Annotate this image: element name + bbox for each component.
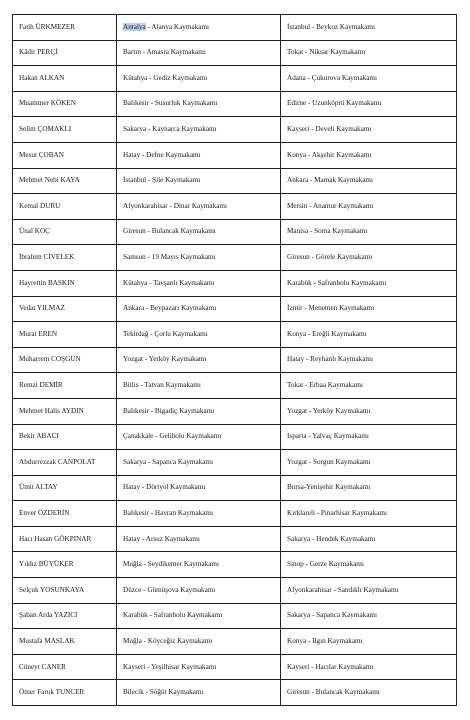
current-post-cell: Hatay - Defne Kaymakamı — [117, 142, 281, 168]
current-post-cell: Kütahya - Gediz Kaymakamı — [117, 66, 281, 92]
table-row — [13, 450, 457, 476]
person-name-cell: Kemal DURU — [13, 194, 117, 220]
new-post-cell: Karabük - Safranbolu Kaymakamı — [281, 270, 457, 296]
person-name-cell: Vedat YILMAZ — [13, 296, 117, 322]
table-row — [13, 40, 457, 66]
person-name-cell: Hayrettin BASKIN — [13, 270, 117, 296]
new-post-cell: Kayseri - Hacılar Kaymakamı — [281, 654, 457, 680]
current-post-cell: Sakarya - Kaynarca Kaymakamı — [117, 117, 281, 143]
current-post-cell: Giresun - Bulancak Kaymakamı — [117, 219, 281, 245]
current-post-cell: Bilecik - Söğüt Kaymakamı — [117, 680, 281, 706]
new-post-cell: Isparta - Yalvaç Kaymakamı — [281, 424, 457, 450]
new-post-cell: Sinop - Gerze Kaymakamı — [281, 552, 457, 578]
person-name-cell: Mesut ÇOBAN — [13, 142, 117, 168]
new-post-cell: Kırklareli - Pınarhisar Kaymakamı — [281, 501, 457, 527]
table-row — [13, 629, 457, 655]
new-post-cell: Sakarya - Sapanca Kaymakamı — [281, 603, 457, 629]
current-post-cell: Ankara - Beypazarı Kaymakamı — [117, 296, 281, 322]
person-name-cell: Şaban Arda YAZICI — [13, 603, 117, 629]
person-name-cell: Selçuk YOSUNKAYA — [13, 578, 117, 604]
new-post-cell: Giresun - Görele Kaymakamı — [281, 245, 457, 271]
table-row — [13, 142, 457, 168]
table-row — [13, 398, 457, 424]
current-post-cell: Balıkesir - Havran Kaymakamı — [117, 501, 281, 527]
current-post-cell: Tekirdağ - Çorlu Kaymakamı — [117, 322, 281, 348]
person-name-cell: Remzi DEMİR — [13, 373, 117, 399]
table-row — [13, 578, 457, 604]
table-row — [13, 552, 457, 578]
table-body — [13, 15, 457, 706]
table-row — [13, 680, 457, 706]
current-post-cell: Düzce - Gümüşova Kaymakamı — [117, 578, 281, 604]
table-row — [13, 117, 457, 143]
table-row — [13, 219, 457, 245]
new-post-cell: Kayseri - Develi Kaymakamı — [281, 117, 457, 143]
table-row — [13, 322, 457, 348]
new-post-cell: İzmir - Menemen Kaymakamı — [281, 296, 457, 322]
person-name-cell: Mehmet Halis AYDIN — [13, 398, 117, 424]
new-post-cell: Konya - Ereğli Kaymakamı — [281, 322, 457, 348]
current-post-cell: Balıkesir - Susurluk Kaymakamı — [117, 91, 281, 117]
new-post-cell: Edirne - Uzunköprü Kaymakamı — [281, 91, 457, 117]
current-post-cell: Çanakkale - Gelibolu Kaymakamı — [117, 424, 281, 450]
new-post-cell: Konya - Akşehir Kaymakamı — [281, 142, 457, 168]
person-name-cell: Ümit ALTAY — [13, 475, 117, 501]
table-row — [13, 66, 457, 92]
new-post-cell: Yozgat - Yerköy Kaymakamı — [281, 398, 457, 424]
new-post-cell: Giresun - Bulancak Kaymakamı — [281, 680, 457, 706]
new-post-cell: Afyonkarahisar - Sandıklı Kaymakamı — [281, 578, 457, 604]
current-post-cell: Yozgat - Yerköy Kaymakamı — [117, 347, 281, 373]
new-post-cell: Konya - Ilgın Kaymakamı — [281, 629, 457, 655]
table-row — [13, 475, 457, 501]
person-name-cell: Hacı Hasan GÖKPINAR — [13, 526, 117, 552]
person-name-cell: Fatih ÜRKMEZER — [13, 15, 117, 41]
new-post-cell: Tokat - Niksar Kaymakamı — [281, 40, 457, 66]
person-name-cell: Bekir ABACI — [13, 424, 117, 450]
current-post-cell: Hatay - Arsuz Kaymakamı — [117, 526, 281, 552]
new-post-cell: Adana - Çukurova Kaymakamı — [281, 66, 457, 92]
person-name-cell: Muammer KÖKEN — [13, 91, 117, 117]
person-name-cell: Murat EREN — [13, 322, 117, 348]
person-name-cell: Mehmet Nebi KAYA — [13, 168, 117, 194]
new-post-cell: Manisa - Soma Kaymakamı — [281, 219, 457, 245]
current-post-cell: Afyonkarahisar - Dinar Kaymakamı — [117, 194, 281, 220]
person-name-cell: Ömer Faruk TUNCER — [13, 680, 117, 706]
current-post-cell: İstanbul - Şile Kaymakamı — [117, 168, 281, 194]
person-name-cell: Cüneyt CANER — [13, 654, 117, 680]
person-name-cell: Selim ÇOMAKLI — [13, 117, 117, 143]
person-name-cell: Hakan ALKAN — [13, 66, 117, 92]
person-name-cell: Yıldız BÜYÜKER — [13, 552, 117, 578]
current-post-cell: Kütahya - Tavşanlı Kaymakamı — [117, 270, 281, 296]
current-post-cell: Bartın - Amasra Kaymakamı — [117, 40, 281, 66]
appointment-table — [12, 14, 457, 706]
table-row — [13, 501, 457, 527]
person-name-cell: Enver ÖZDERİN — [13, 501, 117, 527]
table-row — [13, 526, 457, 552]
person-name-cell: Muharrem COŞGUN — [13, 347, 117, 373]
new-post-cell: İstanbul - Beykoz Kaymakamı — [281, 15, 457, 41]
new-post-cell: Hatay - Reyhanlı Kaymakamı — [281, 347, 457, 373]
current-post-cell: Samsun - 19 Mayıs Kaymakamı — [117, 245, 281, 271]
current-post-cell: Sakarya - Sapanca Kaymakamı — [117, 450, 281, 476]
new-post-cell: Sakarya - Hendek Kaymakamı — [281, 526, 457, 552]
table-row — [13, 296, 457, 322]
table-row — [13, 15, 457, 41]
table-row — [13, 373, 457, 399]
new-post-cell: Yozgat - Sorgun Kaymakamı — [281, 450, 457, 476]
new-post-cell: Mersin - Anamur Kaymakamı — [281, 194, 457, 220]
current-post-cell: Karabük - Safranbolu Kaymakamı — [117, 603, 281, 629]
table-row — [13, 91, 457, 117]
table-row — [13, 424, 457, 450]
current-post-text: - Alanya Kaymakamı — [145, 22, 210, 31]
current-post-cell — [117, 15, 281, 41]
new-post-cell: Tokat - Erbaa Kaymakamı — [281, 373, 457, 399]
table-row — [13, 245, 457, 271]
person-name-cell: İbrahim CİVELEK — [13, 245, 117, 271]
new-post-cell: Ankara - Mamak Kaymakamı — [281, 168, 457, 194]
table-row — [13, 603, 457, 629]
text-selection-highlight[interactable]: Antalya — [123, 22, 146, 31]
current-post-cell: Balıkesir - Bigadiç Kaymakamı — [117, 398, 281, 424]
person-name-cell: Mustafa MASLAK — [13, 629, 117, 655]
current-post-cell: Hatay - Dörtyol Kaymakamı — [117, 475, 281, 501]
current-post-cell: Muğla - Köyceğiz Kaymakamı — [117, 629, 281, 655]
current-post-cell: Kayseri - Yeşilhisar Kaymakamı — [117, 654, 281, 680]
table-row — [13, 654, 457, 680]
table-row — [13, 347, 457, 373]
person-name-cell: Abdurrezzak CANPOLAT — [13, 450, 117, 476]
table-row — [13, 194, 457, 220]
current-post-cell: Bitlis - Tatvan Kaymakamı — [117, 373, 281, 399]
person-name-cell: Kâdir PERÇİ — [13, 40, 117, 66]
new-post-cell: Bursa-Yenişehir Kaymakamı — [281, 475, 457, 501]
person-name-cell: Ünal KOÇ — [13, 219, 117, 245]
table-row — [13, 168, 457, 194]
table-row — [13, 270, 457, 296]
current-post-cell: Muğla - Seydikemer Kaymakamı — [117, 552, 281, 578]
